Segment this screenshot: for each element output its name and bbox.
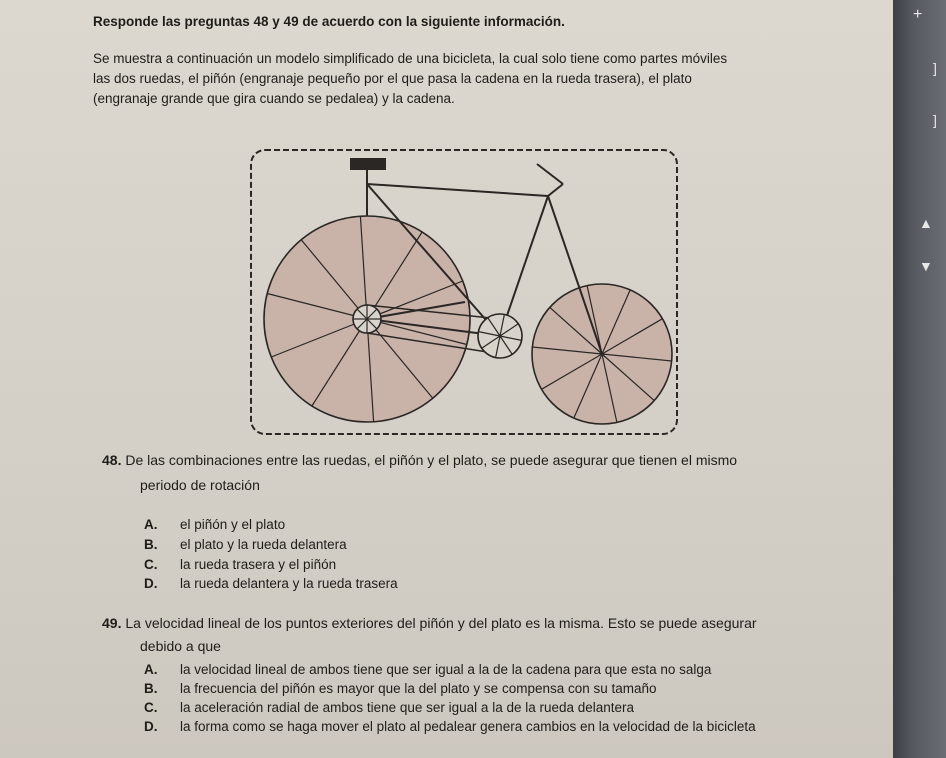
question-text: De las combinaciones entre las ruedas, el piñón y el plato, se puede asegurar que tienen el mismo <box>125 452 738 468</box>
bicycle-seat <box>350 158 386 170</box>
intro-line-2: las dos ruedas, el piñón (engranaje pequeño por el que pasa la cadena en la rueda trasera), el plato <box>93 71 692 86</box>
arrow-up-icon[interactable]: ▲ <box>919 215 933 231</box>
bracket-icon: ] <box>933 60 937 76</box>
intro-line-1: Se muestra a continuación un modelo simplificado de una bicicleta, la cual solo tiene como partes móviles <box>93 51 728 66</box>
question-48-line-1 <box>102 452 737 468</box>
plus-icon[interactable]: + <box>913 6 923 23</box>
section-heading: Responde las preguntas 48 y 49 de acuerdo con la siguiente información. <box>93 14 565 29</box>
q48-option-a[interactable]: A. el piñón y el plato <box>144 517 286 532</box>
question-number: 48. <box>102 452 122 468</box>
question-49-line-2: debido a que <box>140 638 221 654</box>
bicycle-figure <box>245 144 685 439</box>
arrow-down-icon[interactable]: ▼ <box>919 258 933 274</box>
q48-option-b[interactable]: B. el plato y la rueda delantera <box>144 537 347 552</box>
question-text: La velocidad lineal de los puntos exteriores del piñón y del plato es la misma. Esto se puede asegurar <box>125 615 757 631</box>
q49-option-a[interactable]: A. la velocidad lineal de ambos tiene que ser igual a la de la cadena para que esta no salga <box>144 662 712 677</box>
intro-line-3: (engranaje grande que gira cuando se pedalea) y la cadena. <box>93 91 455 106</box>
q48-option-c[interactable]: C. la rueda trasera y el piñón <box>144 557 337 572</box>
bracket-icon: ] <box>933 112 937 128</box>
q49-option-d[interactable]: D. la forma como se haga mover el plato al pedalear genera cambios en la velocidad de la bicicleta <box>144 719 756 734</box>
question-number: 49. <box>102 615 122 631</box>
question-48-line-2: periodo de rotación <box>140 477 260 493</box>
q49-option-b[interactable]: B. la frecuencia del piñón es mayor que la del plato y se compensa con su tamaño <box>144 681 657 696</box>
q49-option-c[interactable]: C. la aceleración radial de ambos tiene que ser igual a la de la rueda delantera <box>144 700 635 715</box>
question-49-line-1 <box>102 615 757 631</box>
chainring-gear <box>478 314 522 358</box>
q48-option-d[interactable]: D. la rueda delantera y la rueda trasera <box>144 576 398 591</box>
device-side-panel <box>893 0 946 758</box>
pinion-gear <box>353 305 381 333</box>
